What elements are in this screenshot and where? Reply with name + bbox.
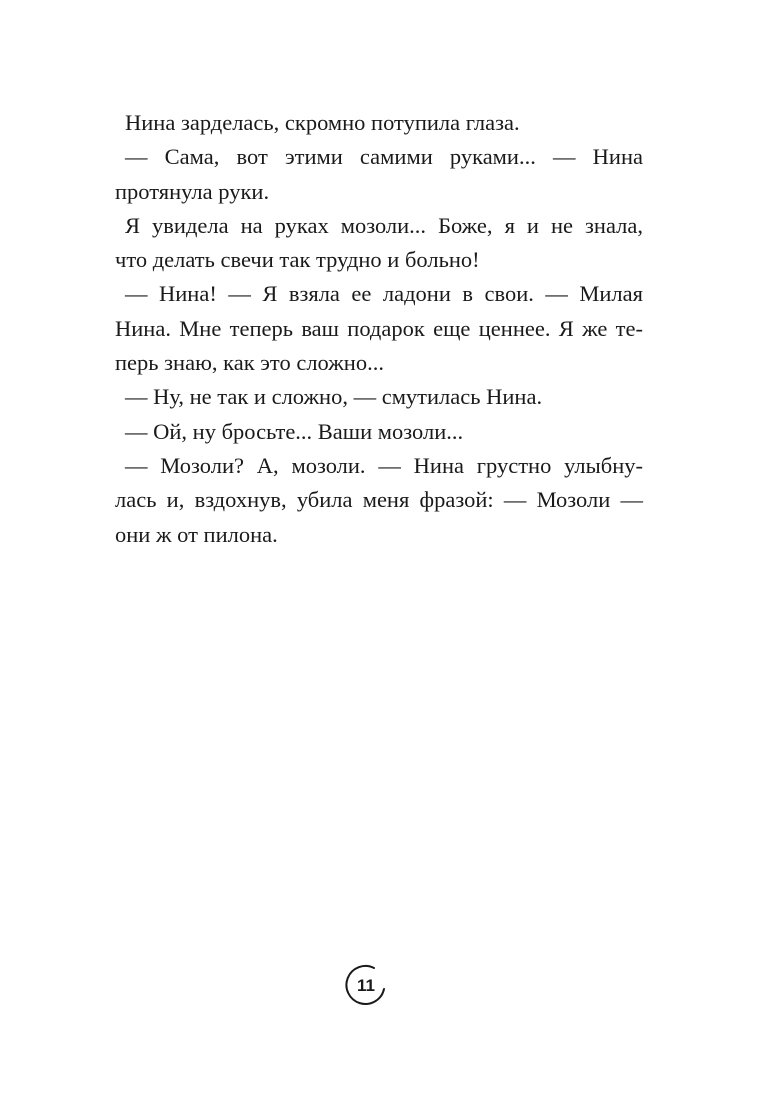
text-line: — Нина! — Я взяла ее ладони в свои. — Милая [125, 281, 643, 307]
text-line: — Ну, не так и сложно, — смутилась Нина. [125, 384, 543, 410]
page-number [343, 963, 389, 1009]
text-line: протянула руки. [115, 178, 270, 204]
text-line: они ж от пилона. [115, 521, 278, 547]
text-line: — Ой, ну бросьте... Ваши мозоли... [125, 418, 464, 444]
text-line: — Мозоли? А, мозоли. — Нина грустно улыбну- [125, 452, 643, 478]
text-line: Я увидела на руках мозоли... Боже, я и не знала, [125, 212, 643, 238]
text-line: — Сама, вот этими самими руками... — Нина [125, 144, 643, 170]
body-text [115, 106, 643, 552]
text-line: что делать свечи так трудно и больно! [115, 247, 480, 273]
page-number-label: 11 [357, 976, 375, 995]
text-line: лась и, вздохнув, убила меня фразой: — Мозоли — [115, 487, 643, 513]
text-line: Нина зарделась, скромно потупила глаза. [125, 110, 520, 135]
text-line: перь знаю, как это сложно... [115, 350, 384, 376]
text-line: Нина. Мне теперь ваш подарок еще ценнее. Я же те- [115, 315, 643, 341]
